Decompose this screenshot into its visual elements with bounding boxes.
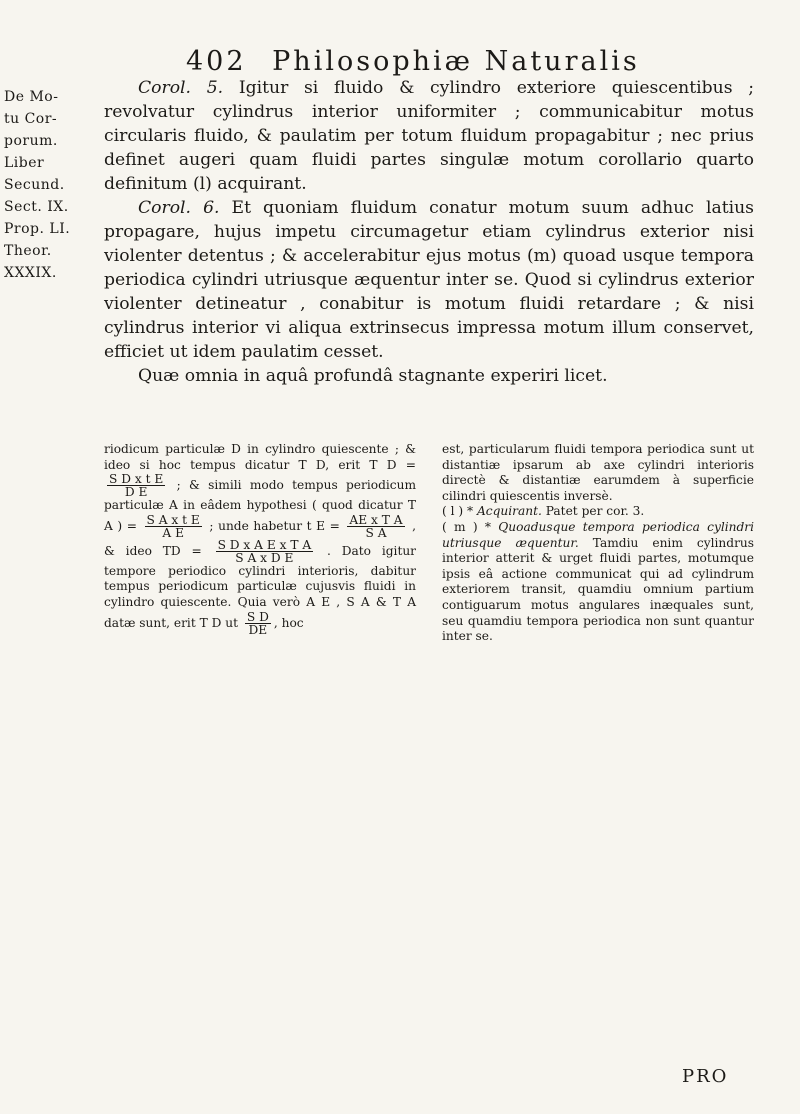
corollary-5-label: Corol. 5. [138, 78, 224, 98]
footnote-left-column [104, 442, 416, 645]
margin-line: Sect. IX. [4, 199, 69, 215]
page-number: 402 [186, 46, 247, 77]
margin-line: Secund. [4, 177, 65, 193]
fraction: $\frac{\text{S A x t E}}{\text{A E}}$ [146, 512, 200, 540]
margin-line: Liber [4, 155, 45, 171]
margin-line: Theor. [4, 243, 52, 259]
footnote-right-column [442, 442, 754, 645]
note-text: , hoc [273, 615, 304, 630]
margin-line: De Mo- [4, 89, 59, 105]
note-text: est, particularum fluidi tempora periodica sunt ut distantiæ ipsarum ab axe cylindri interioris directè & distantiæ earumdem à superficie cilindri quiescentis inversè. [442, 442, 754, 503]
fraction: $\frac{\text{S D}}{DE}$ [246, 609, 269, 637]
note-text: . Dato igitur tempore periodico cylindri interioris, dabitur tempus periodicum particulæ cujusvis fluidi in cylindro quiescente. Quia verò A E , S A & T A datæ sunt, erit T D ut [104, 543, 417, 630]
fraction: $\frac{\text{S D x A E x T A}}{\text{S A x D E}}$ [217, 537, 312, 565]
footnote-l: ( l ) * Acquirant. Patet per cor. 3. [442, 504, 645, 519]
footnote-marker: ( l ) [442, 504, 464, 519]
catchword: PRO [682, 1066, 729, 1087]
footnote-title: Acquirant. [477, 504, 542, 519]
closing-paragraph: Quæ omnia in aquâ profundâ stagnante experiri licet. [138, 366, 608, 386]
corollary-6-label: Corol. 6. [138, 198, 220, 218]
main-text [104, 76, 754, 388]
margin-notes [4, 86, 71, 284]
note-text: ; & simili modo tempus periodicum particulæ A in eâdem hypothesi ( quod dicatur T A ) = [104, 478, 417, 533]
margin-line: Prop. LI. [4, 221, 71, 237]
corollary-5-text: Igitur si fluido & cylindro exteriore quiescentibus ; revolvatur cylindrus interior uniformiter ; communicabitur motus circularis fluido, & paulatim per totum fluidum propagabitur ; nec prius definet augeri quam fluidi partes singulæ motum corollario quarto definitum (l) acquirant. [104, 78, 755, 194]
footnote-m: ( m ) * Quoadusque tempora periodica cylindri utriusque æquentur. Tamdiu enim cylindrus interior atterit & urget fluidi partes, motumque ipsis eâ actione communicat qui ad cylindrum exteriorem transit, quamdiu omnium partium contiguarum motus angulares inæquales sunt, seu quamdiu tempora periodica non sunt quantur inter se. [442, 519, 754, 644]
corollary-5 [104, 76, 754, 196]
note-text: ; unde habetur t E = [209, 518, 340, 533]
note-text: , & ideo TD = [104, 518, 416, 558]
fraction: $\frac{\text{S D x t E}}{\text{D E}}$ [109, 472, 164, 500]
footnote-title: Quoadusque tempora periodica cylindri utriusque æquentur. [442, 519, 754, 550]
margin-line: tu Cor- [4, 111, 58, 127]
running-header [186, 46, 746, 77]
footnotes [104, 442, 754, 645]
corollary-6-text: Et quoniam fluidum conatur motum suum adhuc latius propagare, hujus impetu circumagetur etiam cylindrus exterior nisi violenter detentus ; & accelerabitur ejus motus (m) quoad usque tempora periodica cylindri utriusque æquentur inter se. Quod si cylindrus exterior violenter detineatur , conabitur is motum fluidi retardare ; & nisi cylindrus interior vi aliqua extrinsecus impressa motum illum conservet, efficiet ut idem paulatim cesset. [104, 198, 754, 362]
margin-line: porum. [4, 133, 58, 149]
corollary-6 [104, 196, 754, 364]
fraction: $\frac{\text{AE x T A}}{\text{S A}}$ [349, 512, 403, 540]
margin-line: XXXIX. [4, 265, 57, 281]
note-text: riodicum particulæ D in cylindro quiescente ; & ideo si hoc tempus dicatur T D, erit T D = [104, 442, 416, 472]
running-title: Philosophiæ Naturalis [272, 46, 640, 77]
footnote-marker: ( m ) [442, 519, 478, 534]
